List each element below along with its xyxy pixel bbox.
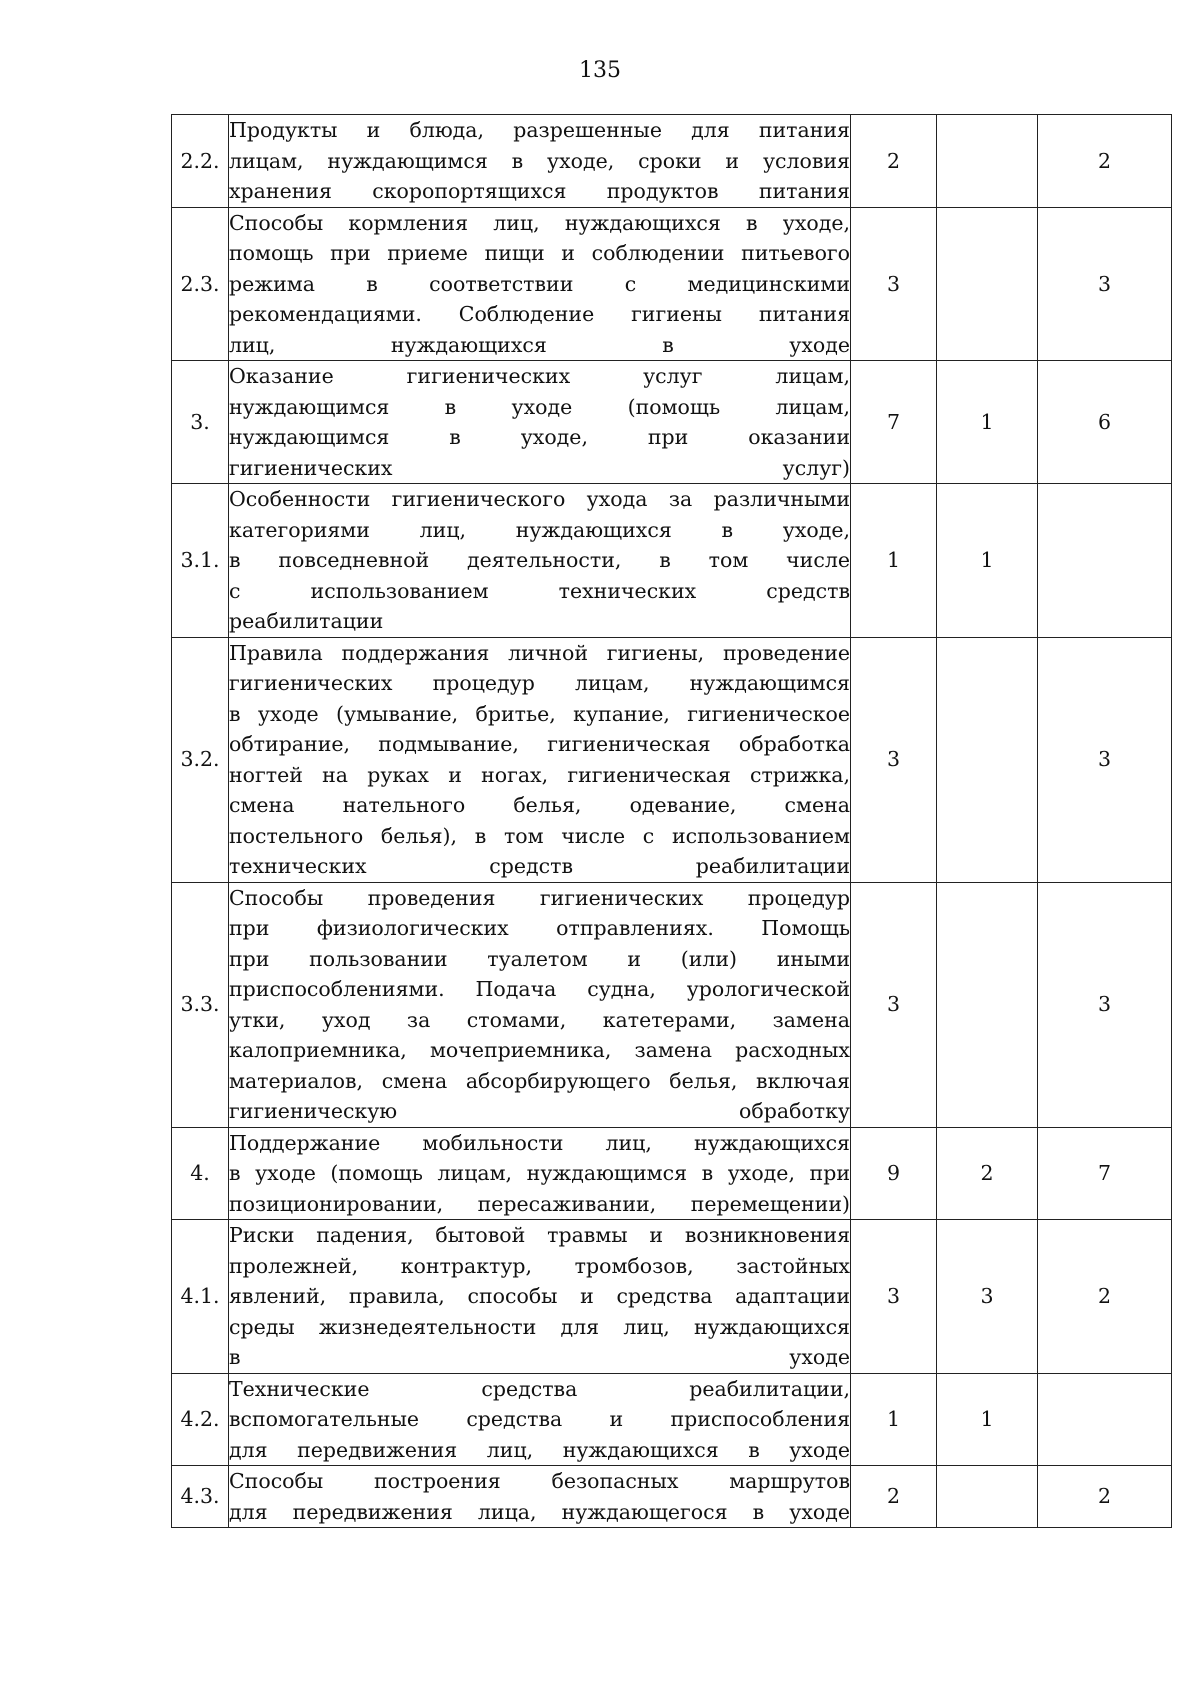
hours-practice-cell — [1038, 484, 1172, 638]
section-title-line: Технические средства реабилитации, — [229, 1376, 850, 1401]
section-title-line: явлений, правила, способы и средства адаптации — [229, 1284, 850, 1308]
section-title-cell — [229, 115, 851, 208]
section-title-line: утки, уход за стомами, катетерами, замена — [229, 1007, 850, 1032]
section-title-line: Правила поддержания личной гигиены, проведение — [229, 640, 850, 665]
section-number-cell: 4.1. — [172, 1220, 229, 1374]
section-number-cell: 3.1. — [172, 484, 229, 638]
section-title-line: категориями лиц, нуждающихся в уходе, — [229, 517, 850, 542]
table-row — [172, 1220, 1172, 1374]
hours-total-cell: 3 — [851, 882, 937, 1127]
section-number-cell: 3.2. — [172, 637, 229, 882]
hours-total-cell: 3 — [851, 1220, 937, 1374]
section-number-cell: 3.3. — [172, 882, 229, 1127]
hours-total-cell: 7 — [851, 361, 937, 484]
hours-theory-cell: 1 — [937, 361, 1038, 484]
hours-theory-cell: 1 — [937, 484, 1038, 638]
section-title-line: Оказание гигиенических услуг лицам, — [229, 364, 850, 388]
table-row — [172, 361, 1172, 484]
hours-total-cell: 2 — [851, 1466, 937, 1528]
section-title-line: хранения скоропортящихся продуктов питания — [229, 179, 850, 203]
table-row — [172, 115, 1172, 208]
section-title-line: материалов, смена абсорбирующего белья, включая — [229, 1068, 850, 1093]
section-title-cell — [229, 1127, 851, 1220]
hours-practice-cell: 2 — [1038, 1466, 1172, 1528]
section-title-cell — [229, 1373, 851, 1466]
section-title-line: с использованием технических средств — [229, 578, 850, 603]
page-number: 135 — [579, 58, 621, 83]
hours-practice-cell: 2 — [1038, 1220, 1172, 1374]
hours-theory-cell — [937, 882, 1038, 1127]
section-title-line: обтирание, подмывание, гигиеническая обработка — [229, 732, 850, 756]
section-title-cell — [229, 1466, 851, 1528]
section-title-line: реабилитации — [229, 609, 384, 633]
hours-practice-cell: 2 — [1038, 115, 1172, 208]
section-title-cell — [229, 361, 851, 484]
section-number-cell: 2.2. — [172, 115, 229, 208]
section-title-cell — [229, 207, 851, 361]
section-title-cell — [229, 484, 851, 638]
section-title-line: гигиенических услуг) — [229, 455, 850, 480]
table-row — [172, 1466, 1172, 1528]
section-title-line: калоприемника, мочеприемника, замена расходных — [229, 1038, 850, 1062]
section-title-line: рекомендациями. Соблюдение гигиены питания — [229, 302, 850, 326]
section-title-line: Способы кормления лиц, нуждающихся в уходе, — [229, 210, 850, 235]
section-title-line: вспомогательные средства и приспособления — [229, 1407, 850, 1431]
hours-theory-cell — [937, 637, 1038, 882]
section-title-cell — [229, 882, 851, 1127]
hours-total-cell: 2 — [851, 115, 937, 208]
section-title-line: в повседневной деятельности, в том числе — [229, 548, 850, 572]
section-title-line: Поддержание мобильности лиц, нуждающихся — [229, 1130, 850, 1155]
table-body — [172, 115, 1172, 1528]
section-title-line: Способы построения безопасных маршрутов — [229, 1469, 850, 1493]
hours-theory-cell — [937, 1466, 1038, 1528]
section-title-line: при физиологических отправлениях. Помощь — [229, 916, 850, 940]
section-title-cell — [229, 637, 851, 882]
section-number-cell: 3. — [172, 361, 229, 484]
section-title-line: постельного белья), в том числе с использованием — [229, 823, 850, 848]
table-row — [172, 207, 1172, 361]
section-title-line: Продукты и блюда, разрешенные для питания — [229, 118, 850, 142]
section-number-cell: 4.2. — [172, 1373, 229, 1466]
section-title-line: в уходе (умывание, бритье, купание, гигиеническое — [229, 701, 850, 726]
section-title-line: позиционировании, пересаживании, перемещении) — [229, 1191, 850, 1216]
section-title-line: Способы проведения гигиенических процедур — [229, 885, 850, 910]
hours-total-cell: 1 — [851, 1373, 937, 1466]
hours-total-cell: 3 — [851, 207, 937, 361]
section-title-line: ногтей на руках и ногах, гигиеническая стрижка, — [229, 762, 850, 787]
section-title-line: лицам, нуждающимся в уходе, сроки и условия — [229, 148, 850, 173]
table-row — [172, 637, 1172, 882]
section-title-line: нуждающимся в уходе, при оказании — [229, 425, 850, 449]
hours-practice-cell: 3 — [1038, 882, 1172, 1127]
hours-theory-cell — [937, 207, 1038, 361]
section-title-line: лиц, нуждающихся в уходе — [229, 332, 850, 357]
section-title-line: гигиенических процедур лицам, нуждающимся — [229, 671, 850, 695]
section-title-line: смена нательного белья, одевание, смена — [229, 793, 850, 817]
section-number-cell: 4.3. — [172, 1466, 229, 1528]
hours-total-cell: 9 — [851, 1127, 937, 1220]
section-title-line: для передвижения лиц, нуждающихся в уходе — [229, 1437, 850, 1462]
hours-total-cell: 3 — [851, 637, 937, 882]
hours-practice-cell: 3 — [1038, 207, 1172, 361]
hours-practice-cell: 3 — [1038, 637, 1172, 882]
hours-practice-cell: 7 — [1038, 1127, 1172, 1220]
section-title-line: приспособлениями. Подача судна, урологической — [229, 977, 850, 1001]
table-row — [172, 1127, 1172, 1220]
curriculum-table — [171, 114, 1172, 1528]
section-title-line: при пользовании туалетом и (или) иными — [229, 946, 850, 971]
hours-theory-cell — [937, 115, 1038, 208]
section-title-line: помощь при приеме пищи и соблюдении питьевого — [229, 241, 850, 265]
section-number-cell: 2.3. — [172, 207, 229, 361]
section-number-cell: 4. — [172, 1127, 229, 1220]
section-title-line: для передвижения лица, нуждающегося в уходе — [229, 1499, 850, 1524]
table-row — [172, 484, 1172, 638]
section-title-line: нуждающимся в уходе (помощь лицам, — [229, 394, 850, 419]
section-title-line: технических средств реабилитации — [229, 854, 850, 878]
section-title-line: Особенности гигиенического ухода за различными — [229, 487, 850, 511]
hours-theory-cell: 2 — [937, 1127, 1038, 1220]
section-title-line: режима в соответствии с медицинскими — [229, 271, 850, 296]
section-title-line: в уходе — [229, 1345, 850, 1369]
section-title-line: Риски падения, бытовой травмы и возникновения — [229, 1223, 850, 1247]
hours-practice-cell — [1038, 1373, 1172, 1466]
section-title-line: пролежней, контрактур, тромбозов, застойных — [229, 1253, 850, 1278]
section-title-line: в уходе (помощь лицам, нуждающимся в уходе, при — [229, 1161, 850, 1185]
section-title-line: гигиеническую обработку — [229, 1099, 850, 1123]
hours-theory-cell: 1 — [937, 1373, 1038, 1466]
hours-total-cell: 1 — [851, 484, 937, 638]
table-row — [172, 1373, 1172, 1466]
hours-practice-cell: 6 — [1038, 361, 1172, 484]
section-title-cell — [229, 1220, 851, 1374]
table-row — [172, 882, 1172, 1127]
hours-theory-cell: 3 — [937, 1220, 1038, 1374]
section-title-line: среды жизнедеятельности для лиц, нуждающихся — [229, 1314, 850, 1339]
